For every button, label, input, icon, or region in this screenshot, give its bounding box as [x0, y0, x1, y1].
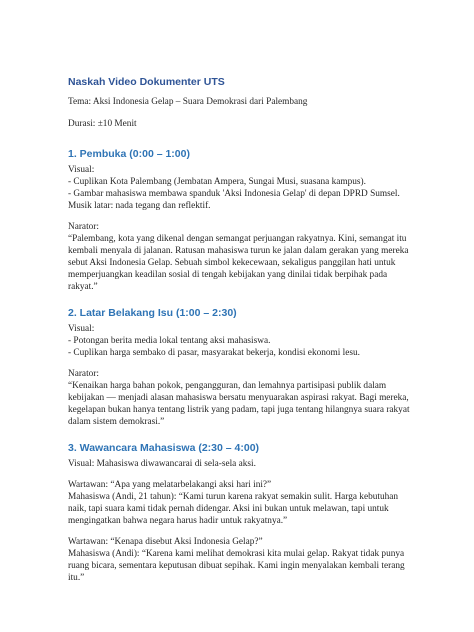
script-paragraph: [68, 221, 440, 293]
script-line: Narator:: [68, 222, 99, 232]
script-paragraph: [68, 164, 440, 212]
script-line: - Gambar mahasiswa membawa spanduk 'Aksi Indonesia Gelap' di depan DPRD Sumsel.: [68, 189, 400, 199]
script-line: dalam sistem demokrasi.”: [68, 417, 165, 427]
script-line: ruang bicara, sementara keputusan dibuat sepihak. Kami ingin menyalakan kembali terang: [68, 561, 405, 571]
script-line: - Potongan berita media lokal tentang aksi mahasiswa.: [68, 336, 271, 346]
script-paragraph: [68, 479, 440, 527]
script-line: Wartawan: “Kenapa disebut Aksi Indonesia Gelap?”: [68, 537, 263, 547]
script-line: “Kenaikan harga bahan pokok, pengangguran, dan lemahnya partisipasi publik dalam: [68, 381, 387, 391]
script-line: Wartawan: “Apa yang melatarbelakangi aksi hari ini?”: [68, 480, 272, 490]
script-line: Visual: Mahasiswa diwawancarai di sela-sela aksi.: [68, 459, 256, 469]
script-paragraph: [68, 458, 440, 470]
script-line: sebut Aksi Indonesia Gelap. Sebuah simbol kekecewaan, sekaligus panggilan hati untuk: [68, 258, 396, 268]
script-line: Narator:: [68, 369, 99, 379]
script-line: “Palembang, kota yang dikenal dengan semangat perjuangan rakyatnya. Kini, semangat itu: [68, 234, 407, 244]
script-line: naik, tapi suara kami tidak pernah didengar. Aksi ini bukan untuk melawan, tapi untuk: [68, 504, 389, 514]
script-line: kebijakan — menjadi alasan mahasiswa bersatu menyuarakan aspirasi rakyat. Bagi mereka,: [68, 393, 409, 403]
section-heading: 1. Pembuka (0:00 – 1:00): [68, 148, 190, 160]
document-duration: Durasi: ±10 Menit: [68, 119, 137, 129]
script-line: Mahasiswa (Andi): “Karena kami melihat demokrasi kita mulai gelap. Rakyat tidak punya: [68, 549, 405, 559]
script-paragraph: [68, 323, 440, 359]
script-line: Mahasiswa (Andi, 21 tahun): “Kami turun karena rakyat semakin sulit. Harga kebutuhan: [68, 492, 399, 502]
script-line: kembali menyala di jalanan. Ratusan mahasiswa turun ke jalan dalam gerakan yang mereka: [68, 246, 409, 256]
script-line: - Cuplikan harga sembako di pasar, masyarakat bekerja, kondisi ekonomi lesu.: [68, 348, 360, 358]
section-heading: 2. Latar Belakang Isu (1:00 – 2:30): [68, 307, 237, 319]
script-paragraph: [68, 536, 440, 584]
script-line: rakyat.”: [68, 282, 98, 292]
script-line: Visual:: [68, 324, 95, 334]
section-heading: 3. Wawancara Mahasiswa (2:30 – 4:00): [68, 442, 260, 454]
document-title: Naskah Video Dokumenter UTS: [68, 76, 225, 88]
script-line: itu.”: [68, 573, 85, 583]
document-theme: Tema: Aksi Indonesia Gelap – Suara Demokrasi dari Palembang: [68, 97, 308, 107]
script-sections: [68, 148, 440, 584]
script-line: Musik latar: nada tegang dan reflektif.: [68, 201, 211, 211]
script-line: - Cuplikan Kota Palembang (Jembatan Ampera, Sungai Musi, suasana kampus).: [68, 177, 366, 187]
script-line: Visual:: [68, 165, 95, 175]
document-page: [68, 76, 440, 593]
script-paragraph: [68, 368, 440, 428]
script-line: mengingatkan bahwa negara harus hadir untuk rakyatnya.”: [68, 516, 288, 526]
script-line: memperjuangkan keadilan sosial di tengah kebijakan yang dinilai tidak berpihak pada: [68, 270, 388, 280]
script-line: kegelapan bukan hanya tentang listrik yang padam, tapi juga tentang hilangnya suara rakyat: [68, 405, 410, 415]
